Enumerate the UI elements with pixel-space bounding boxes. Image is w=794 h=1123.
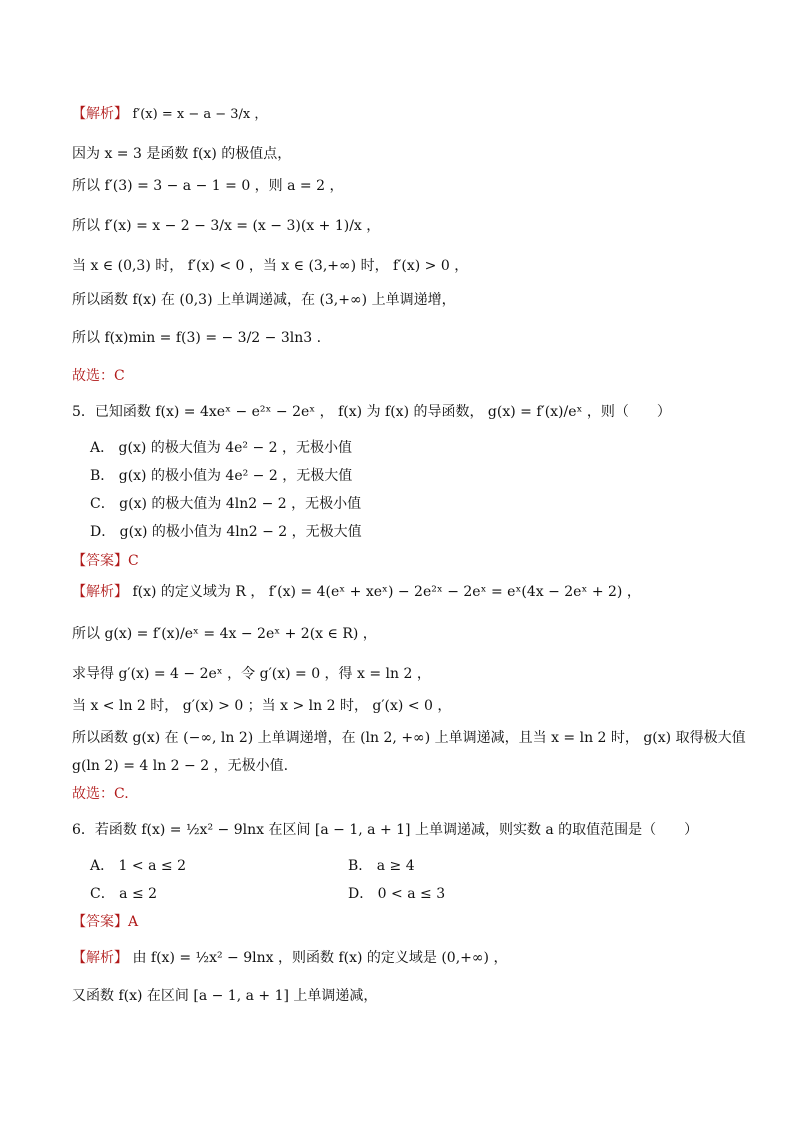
jiexi-line-prev bbox=[72, 104, 267, 125]
q5-answer bbox=[72, 551, 139, 571]
q6-stem: 6．若函数 f(x) = ½x² − 9lnx 在区间 [a − 1, a + 1] 上单调递减，则实数 a 的取值范围是（ ） bbox=[72, 822, 699, 838]
prev-line-4: 当 x ∈ (0,3) 时， f′(x) < 0 ，当 x ∈ (3,+∞) 时， f′(x) > 0 ， bbox=[72, 258, 469, 274]
q5-line-3: 当 x < ln 2 时， g′(x) > 0 ；当 x > ln 2 时， g′(x) < 0 ， bbox=[72, 698, 452, 714]
q5-answer-value: C bbox=[128, 553, 139, 569]
prev-line-6: 所以 f(x)min = f(3) = − 3/2 − 3ln3 . bbox=[72, 330, 322, 346]
q5-option-a: A． g(x) 的极大值为 4e² − 2 ，无极小值 bbox=[90, 440, 353, 456]
q5-line-2: 求导得 g′(x) = 4 − 2eˣ ，令 g′(x) = 0 ，得 x = ln 2 ， bbox=[72, 666, 431, 682]
prev-line-1: 因为 x = 3 是函数 f(x) 的极值点， bbox=[72, 146, 292, 162]
q5-jiexi-text: f(x) 的定义域为 R ， f′(x) = 4(eˣ + xeˣ) − 2e²ˣ − 2eˣ = eˣ(4x − 2eˣ + 2) ， bbox=[132, 584, 641, 600]
q6-option-d: D． 0 < a ≤ 3 bbox=[348, 886, 446, 902]
q5-option-b: B． g(x) 的极小值为 4e² − 2 ，无极大值 bbox=[90, 468, 353, 484]
q5-stem: 5．已知函数 f(x) = 4xeˣ − e²ˣ − 2eˣ ， f(x) 为 f(x) 的导函数， g(x) = f′(x)/eˣ ，则（ ） bbox=[72, 404, 671, 420]
q6-option-a: A． 1 < a ≤ 2 bbox=[90, 858, 186, 874]
q6-jiexi-text: 由 f(x) = ½x² − 9lnx ，则函数 f(x) 的定义域是 (0,+∞) ， bbox=[132, 950, 508, 966]
q5-line-1: 所以 g(x) = f′(x)/eˣ = 4x − 2eˣ + 2(x ∈ R) ， bbox=[72, 626, 377, 642]
q6-answer-tag: 【答案】 bbox=[72, 914, 128, 930]
q6-answer-value: A bbox=[128, 914, 139, 930]
q5-option-d: D． g(x) 的极小值为 4ln2 − 2 ，无极大值 bbox=[90, 524, 362, 540]
prev-line-3: 所以 f′(x) = x − 2 − 3/x = (x − 3)(x + 1)/x ， bbox=[72, 218, 381, 234]
q5-answer-tag: 【答案】 bbox=[72, 553, 128, 569]
q5-jiexi bbox=[72, 582, 641, 602]
q5-choice: 故选：C. bbox=[72, 786, 129, 802]
q6-option-b: B． a ≥ 4 bbox=[348, 858, 415, 874]
q5-line-5: g(ln 2) = 4 ln 2 − 2 ，无极小值. bbox=[72, 758, 289, 774]
jiexi-tag: 【解析】 bbox=[72, 106, 128, 122]
prev-line-5: 所以函数 f(x) 在 (0,3) 上单调递减，在 (3,+∞) 上单调递增， bbox=[72, 292, 456, 308]
q5-option-c: C． g(x) 的极大值为 4ln2 − 2 ，无极小值 bbox=[90, 496, 362, 512]
q6-jiexi bbox=[72, 948, 507, 968]
q5-line-4: 所以函数 g(x) 在 (−∞, ln 2) 上单调递增，在 (ln 2, +∞) 上单调递减，且当 x = ln 2 时， g(x) 取得极大值 bbox=[72, 730, 746, 746]
prev-line-2: 所以 f′(3) = 3 − a − 1 = 0 ，则 a = 2 ， bbox=[72, 178, 344, 194]
q5-jiexi-tag: 【解析】 bbox=[72, 584, 128, 600]
q6-line-1: 又函数 f(x) 在区间 [a − 1, a + 1] 上单调递减， bbox=[72, 988, 378, 1004]
q6-jiexi-tag: 【解析】 bbox=[72, 950, 128, 966]
q6-option-c: C． a ≤ 2 bbox=[90, 886, 158, 902]
prev-choice: 故选：C bbox=[72, 368, 125, 384]
jiexi-formula: f′(x) = x − a − 3/x ， bbox=[132, 107, 268, 122]
q6-answer bbox=[72, 912, 138, 932]
